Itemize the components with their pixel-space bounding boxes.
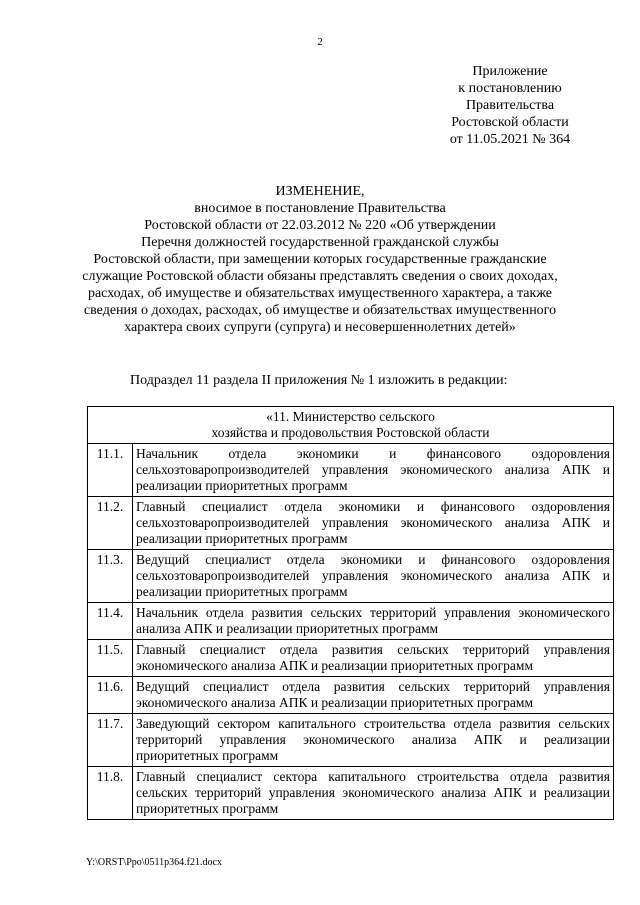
change-line: сведения о доходах, расходах, об имуществе и обязательствах имущественного bbox=[83, 303, 557, 318]
row-text: Ведущий специалист отдела развития сельских территорий управления экономического анализа АПК и реализации приоритетных программ bbox=[133, 677, 614, 714]
change-line: Перечня должностей государственной гражданской службы bbox=[141, 235, 499, 250]
appendix-line: от 11.05.2021 № 364 bbox=[449, 132, 571, 147]
row-text: Главный специалист сектора капитального строительства отдела развития сельских территорий управления экономического анализа АПК и реализации приоритетных программ bbox=[133, 767, 614, 820]
table-row bbox=[88, 603, 614, 640]
table-header-line: хозяйства и продовольствия Ростовской области bbox=[211, 425, 490, 440]
change-line: служащие Ростовской области обязаны представлять сведения о своих доходах, bbox=[82, 269, 558, 284]
table-header-line: «11. Министерство сельского bbox=[266, 409, 435, 424]
change-line: Ростовской области, при замещении которых государственные гражданские bbox=[93, 252, 547, 267]
row-number: 11.8. bbox=[88, 767, 133, 820]
table-row bbox=[88, 767, 614, 820]
page-number: 2 bbox=[317, 36, 323, 48]
table-row bbox=[88, 497, 614, 550]
table-row bbox=[88, 550, 614, 603]
row-number: 11.2. bbox=[88, 497, 133, 550]
row-text: Начальник отдела экономики и финансового оздоровления сельхозтоваропроизводителей управления экономического анализа АПК и реализации приоритетных программ bbox=[133, 444, 614, 497]
row-number: 11.4. bbox=[88, 603, 133, 640]
appendix-line: Ростовской области bbox=[451, 115, 569, 130]
row-text: Заведующий сектором капитального строительства отдела развития сельских территорий управления экономического анализа АПК и реализации приоритетных программ bbox=[133, 714, 614, 767]
table-row bbox=[88, 640, 614, 677]
row-text: Ведущий специалист отдела экономики и финансового оздоровления сельхозтоваропроизводителей управления экономического анализа АПК и реализации приоритетных программ bbox=[133, 550, 614, 603]
row-number: 11.7. bbox=[88, 714, 133, 767]
intro-paragraph: Подраздел 11 раздела II приложения № 1 изложить в редакции: bbox=[130, 373, 508, 388]
row-number: 11.6. bbox=[88, 677, 133, 714]
change-line: Ростовской области от 22.03.2012 № 220 «Об утверждении bbox=[144, 218, 496, 233]
row-text: Главный специалист отдела развития сельских территорий управления экономического анализа АПК и реализации приоритетных программ bbox=[133, 640, 614, 677]
row-number: 11.5. bbox=[88, 640, 133, 677]
table-row bbox=[88, 677, 614, 714]
appendix-line: Приложение bbox=[472, 64, 548, 79]
appendix-line: к постановлению bbox=[458, 81, 562, 96]
file-path-footer: Y:\ORST\Ppo\0511p364.f21.docx bbox=[86, 857, 222, 868]
row-text: Начальник отдела развития сельских территорий управления экономического анализа АПК и реализации приоритетных программ bbox=[133, 603, 614, 640]
appendix-block bbox=[430, 63, 590, 148]
change-title: ИЗМЕНЕНИЕ, bbox=[275, 184, 365, 199]
table-row bbox=[88, 444, 614, 497]
table-header-row bbox=[88, 407, 614, 444]
change-line: расходах, об имуществе и обязательствах имущественного характера, а также bbox=[87, 286, 553, 301]
row-number: 11.1. bbox=[88, 444, 133, 497]
change-line: вносимое в постановление Правительства bbox=[194, 201, 446, 216]
positions-table bbox=[87, 406, 614, 820]
table-header-cell bbox=[88, 407, 614, 444]
table-row bbox=[88, 714, 614, 767]
change-heading-block bbox=[60, 183, 580, 336]
appendix-line: Правительства bbox=[465, 98, 555, 113]
row-text: Главный специалист отдела экономики и финансового оздоровления сельхозтоваропроизводителей управления экономического анализа АПК и реализации приоритетных программ bbox=[133, 497, 614, 550]
change-line: характера своих супруги (супруга) и несовершеннолетних детей» bbox=[124, 320, 516, 335]
row-number: 11.3. bbox=[88, 550, 133, 603]
